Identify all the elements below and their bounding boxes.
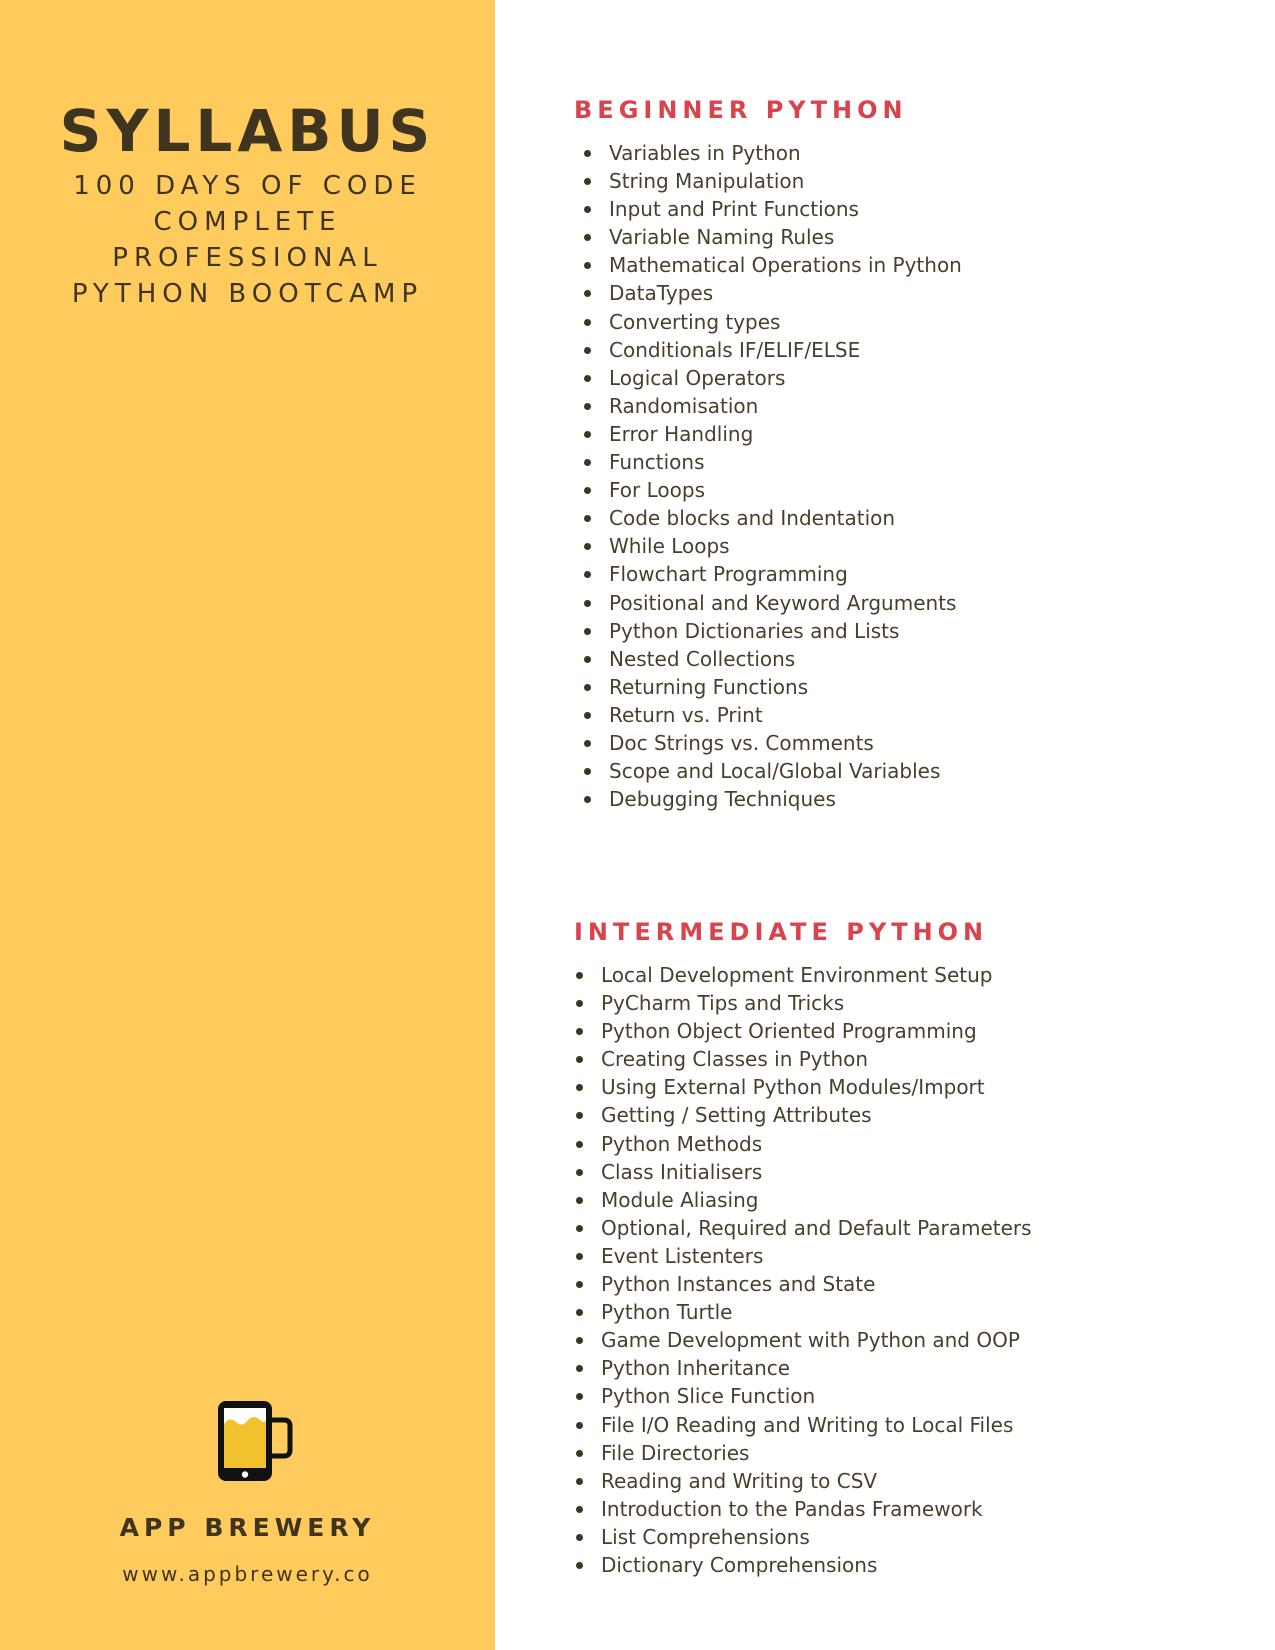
list-item [601, 1130, 1032, 1158]
topic-label: Python Inheritance [601, 1356, 791, 1381]
list-item [601, 989, 1032, 1017]
bullet-icon [576, 1056, 583, 1063]
topic-label: Python Methods [601, 1131, 763, 1156]
topic-label: Mathematical Operations in Python [609, 253, 962, 278]
list-item [601, 1382, 1032, 1410]
bullet-icon [584, 796, 591, 803]
list-item [609, 308, 962, 336]
list-item [609, 701, 962, 729]
list-item [609, 589, 962, 617]
topic-label: Python Slice Function [601, 1384, 816, 1409]
list-item [609, 532, 962, 560]
list-item [609, 195, 962, 223]
topic-label: String Manipulation [609, 169, 805, 194]
intermediate-heading: INTERMEDIATE PYTHON [574, 918, 989, 946]
bullet-icon [576, 1000, 583, 1007]
bullet-icon [576, 1281, 583, 1288]
list-item [609, 560, 962, 588]
list-item [601, 1326, 1032, 1354]
list-item [601, 1214, 1032, 1242]
topic-label: Using External Python Modules/Import [601, 1075, 985, 1100]
bullet-icon [584, 600, 591, 607]
topic-label: Python Instances and State [601, 1272, 876, 1297]
topic-label: Nested Collections [609, 646, 796, 671]
bullet-icon [576, 1506, 583, 1513]
sidebar [0, 0, 495, 1650]
bullet-icon [584, 290, 591, 297]
bullet-icon [584, 347, 591, 354]
bullet-icon [584, 684, 591, 691]
topic-label: Logical Operators [609, 365, 786, 390]
bullet-icon [584, 543, 591, 550]
topic-label: File I/O Reading and Writing to Local Files [601, 1412, 1014, 1437]
list-item [601, 1411, 1032, 1439]
topic-label: Conditionals IF/ELIF/ELSE [609, 337, 861, 362]
topic-label: Positional and Keyword Arguments [609, 590, 957, 615]
topic-label: For Loops [609, 478, 705, 503]
topic-label: Event Listenters [601, 1243, 764, 1268]
bullet-icon [576, 1253, 583, 1260]
list-item [601, 1439, 1032, 1467]
subtitle-line: PROFESSIONAL [112, 243, 383, 273]
bullet-icon [576, 1450, 583, 1457]
bullet-icon [576, 1225, 583, 1232]
topic-label: Game Development with Python and OOP [601, 1328, 1020, 1353]
bullet-icon [584, 319, 591, 326]
list-item [609, 673, 962, 701]
topic-label: Scope and Local/Global Variables [609, 759, 941, 784]
list-item [609, 504, 962, 532]
topic-label: Debugging Techniques [609, 787, 836, 812]
topic-label: Error Handling [609, 421, 754, 446]
bullet-icon [576, 1084, 583, 1091]
list-item [609, 223, 962, 251]
phone-beer-mug-icon [214, 1398, 294, 1484]
topic-label: Class Initialisers [601, 1159, 763, 1184]
topic-label: PyCharm Tips and Tricks [601, 991, 845, 1016]
bullet-icon [584, 487, 591, 494]
list-item [609, 757, 962, 785]
beginner-topic-list [609, 139, 962, 813]
list-item [601, 1467, 1032, 1495]
topic-label: Getting / Setting Attributes [601, 1103, 872, 1128]
bullet-icon [584, 712, 591, 719]
bullet-icon [576, 1112, 583, 1119]
bullet-icon [584, 515, 591, 522]
bullet-icon [584, 656, 591, 663]
topic-label: Variable Naming Rules [609, 225, 835, 250]
topic-label: Input and Print Functions [609, 197, 859, 222]
brand-name: APP BREWERY [119, 1513, 376, 1542]
bullet-icon [576, 1422, 583, 1429]
list-item [601, 1354, 1032, 1382]
topic-label: List Comprehensions [601, 1524, 810, 1549]
list-item [601, 961, 1032, 989]
subtitle-line: COMPLETE [153, 207, 342, 237]
bullet-icon [576, 1365, 583, 1372]
topic-label: Python Object Oriented Programming [601, 1019, 977, 1044]
subtitle-line: PYTHON BOOTCAMP [71, 279, 424, 309]
bullet-icon [584, 431, 591, 438]
bullet-icon [576, 1309, 583, 1316]
list-item [609, 139, 962, 167]
topic-label: Converting types [609, 309, 781, 334]
syllabus-title: SYLLABUS [59, 97, 436, 165]
bullet-icon [584, 178, 591, 185]
topic-label: Creating Classes in Python [601, 1047, 869, 1072]
list-item [601, 1186, 1032, 1214]
topic-label: Randomisation [609, 393, 759, 418]
topic-label: Functions [609, 450, 705, 475]
bullet-icon [584, 459, 591, 466]
list-item [601, 1045, 1032, 1073]
list-item [601, 1523, 1032, 1551]
topic-label: While Loops [609, 534, 730, 559]
list-item [609, 364, 962, 392]
bullet-icon [584, 375, 591, 382]
list-item [609, 645, 962, 673]
brand-url[interactable]: www.appbrewery.co [122, 1562, 373, 1586]
bullet-icon [576, 1478, 583, 1485]
list-item [609, 785, 962, 813]
list-item [601, 1551, 1032, 1579]
intermediate-topic-list [601, 961, 1032, 1579]
topic-label: Local Development Environment Setup [601, 963, 993, 987]
list-item [609, 476, 962, 504]
bullet-icon [584, 403, 591, 410]
bullet-icon [576, 1141, 583, 1148]
bullet-icon [576, 1197, 583, 1204]
topic-label: DataTypes [609, 281, 714, 306]
topic-label: Python Turtle [601, 1300, 733, 1325]
course-subtitle [0, 168, 495, 312]
topic-label: Doc Strings vs. Comments [609, 730, 874, 755]
list-item [609, 336, 962, 364]
list-item [609, 392, 962, 420]
bullet-icon [576, 972, 583, 979]
topic-label: Flowchart Programming [609, 562, 848, 587]
bullet-icon [584, 234, 591, 241]
list-item [609, 448, 962, 476]
bullet-icon [584, 206, 591, 213]
topic-label: Return vs. Print [609, 702, 763, 727]
bullet-icon [584, 768, 591, 775]
bullet-icon [576, 1534, 583, 1541]
topic-label: Variables in Python [609, 141, 801, 165]
list-item [601, 1495, 1032, 1523]
topic-label: Python Dictionaries and Lists [609, 618, 900, 643]
bullet-icon [584, 628, 591, 635]
topic-label: File Directories [601, 1440, 750, 1465]
bullet-icon [576, 1169, 583, 1176]
list-item [601, 1298, 1032, 1326]
topic-label: Returning Functions [609, 674, 809, 699]
list-item [601, 1270, 1032, 1298]
bullet-icon [584, 262, 591, 269]
list-item [609, 420, 962, 448]
bullet-icon [576, 1337, 583, 1344]
list-item [601, 1073, 1032, 1101]
bullet-icon [576, 1028, 583, 1035]
topic-label: Optional, Required and Default Parameters [601, 1215, 1032, 1240]
bullet-icon [584, 740, 591, 747]
subtitle-line: 100 DAYS OF CODE [73, 171, 422, 201]
list-item [609, 167, 962, 195]
bullet-icon [576, 1562, 583, 1569]
list-item [609, 617, 962, 645]
topic-label: Introduction to the Pandas Framework [601, 1496, 983, 1521]
bullet-icon [576, 1393, 583, 1400]
bullet-icon [584, 571, 591, 578]
list-item [601, 1242, 1032, 1270]
topic-label: Code blocks and Indentation [609, 506, 896, 531]
topic-label: Reading and Writing to CSV [601, 1468, 878, 1493]
beginner-heading: BEGINNER PYTHON [574, 96, 908, 124]
bullet-icon [584, 150, 591, 157]
list-item [601, 1017, 1032, 1045]
topic-label: Dictionary Comprehensions [601, 1552, 878, 1577]
list-item [601, 1158, 1032, 1186]
list-item [601, 1101, 1032, 1129]
list-item [609, 251, 962, 279]
topic-label: Module Aliasing [601, 1187, 759, 1212]
list-item [609, 729, 962, 757]
list-item [609, 279, 962, 307]
